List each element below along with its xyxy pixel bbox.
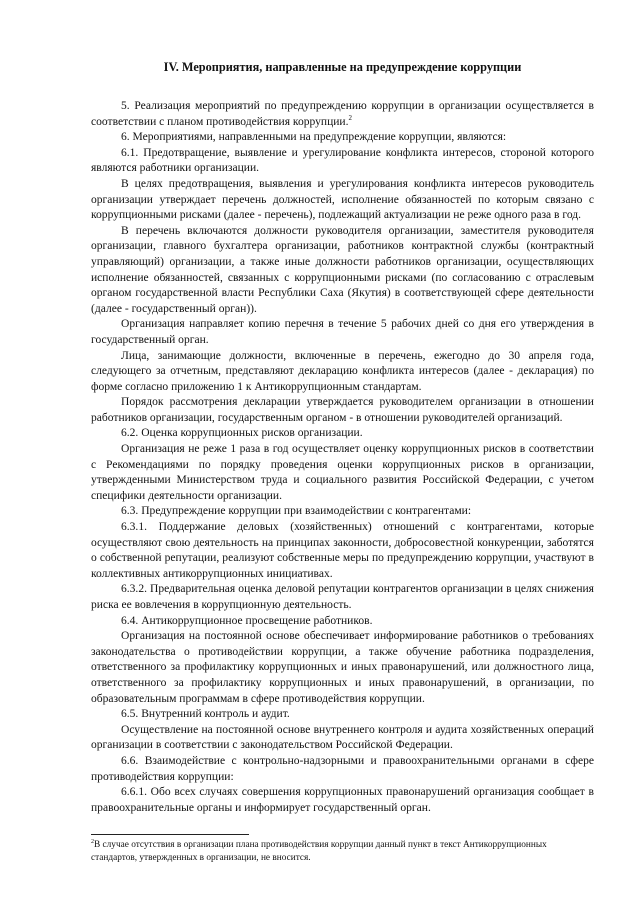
paragraph <box>91 442 594 504</box>
paragraph <box>91 582 594 613</box>
paragraph-text: Организация на постоянной основе обеспечивает информирование работников о требованиях законодательства о противодействии коррупции, а также обучение работника подразделения, ответственного за профилактику коррупционных и иных правонарушений, или должностного лица, ответственного за профилактику коррупционных и иных правонарушений, в организации, по образовательным программам в сфере противодействия коррупции. <box>91 630 594 705</box>
paragraph-text: 6.5. Внутренний контроль и аудит. <box>121 708 290 721</box>
paragraph-text: 6.3. Предупреждение коррупции при взаимодействии с контрагентами: <box>121 505 472 518</box>
section-title: IV. Мероприятия, направленные на предупреждение коррупции <box>163 60 522 74</box>
paragraph <box>91 317 594 348</box>
paragraph <box>91 224 594 318</box>
paragraph-text: В целях предотвращения, выявления и урегулирования конфликта интересов руководитель организации утверждает перечень должностей, исполнение обязанностей по которым связано с коррупционными рисками (далее - перечень), подлежащий актуализации не реже одного раза в год. <box>91 177 594 222</box>
paragraph-text: 6.1. Предотвращение, выявление и урегулирование конфликта интересов, стороной которого являются работники организации. <box>91 146 594 175</box>
paragraph-text: 6.3.1. Поддержание деловых (хозяйственных) отношений с контрагентами, которые осуществляют свою деятельность на принципах законности, добросовестной конкуренции, заботятся о собственной репутации, реализуют собственные меры по предупреждению коррупции, участвуют в коллективных антикоррупционных инициативах. <box>91 521 594 580</box>
footnote <box>91 839 551 864</box>
footnote-mark: 2 <box>91 838 94 845</box>
paragraph-text: 6.6.1. Обо всех случаях совершения коррупционных правонарушений организация сообщает в правоохранительные органы и информирует государственный орган. <box>91 786 594 814</box>
paragraph-text: 6.6. Взаимодействие с контрольно-надзорными и правоохранительными органами в сфере противодействия коррупции: <box>91 754 594 783</box>
paragraph-text: Лица, занимающие должности, включенные в перечень, ежегодно до 30 апреля года, следующего за отчетным, представляют декларацию конфликта интересов (далее - декларация) по форме согласно приложению 1 к Антикоррупционным стандартам. <box>91 349 594 393</box>
paragraph-text: В перечень включаются должности руководителя организации, заместителя руководителя организации, главного бухгалтера организации, работников контрактной службы (контрактный управляющий) организации, а также иные должности работников организации, осуществляющих исполнение обязанностей, связанных с коррупционными рисками (по согласованию с отраслевым органом государственной власти Республики Саха (Якутия) в соответствующей сфере деятельности (далее - государственный орган)). <box>91 224 594 315</box>
paragraph <box>91 629 594 707</box>
paragraph <box>91 614 594 630</box>
paragraph-text: 6.4. Антикоррупционное просвещение работников. <box>121 614 373 627</box>
paragraph-text: Осуществление на постоянной основе внутреннего контроля и аудита хозяйственных операций организации в соответствии с законодательством Российской Федерации. <box>91 723 594 752</box>
paragraph <box>91 99 594 130</box>
paragraph <box>91 395 594 426</box>
footnote-reference: 2 <box>348 113 352 122</box>
paragraph-text: Порядок рассмотрения декларации утверждается руководителем организации в отношении работников организации, государственным органом - в отношении руководителей организаций. <box>91 396 594 424</box>
paragraph <box>91 785 594 816</box>
paragraph <box>91 130 594 146</box>
paragraph <box>91 146 594 177</box>
paragraph-text: 5. Реализация мероприятий по предупреждению коррупции в организации осуществляется в соответствии с планом противодействия коррупции. <box>91 100 594 128</box>
paragraph-text: Организация не реже 1 раза в год осуществляет оценку коррупционных рисков в соответствии с Рекомендациями по порядку проведения оценки коррупционных рисков в организации, утвержденными Министерством труда и социального развития Российской Федерации, с учетом специфики деятельности организации. <box>91 443 594 502</box>
document-body <box>91 99 594 816</box>
paragraph-text: 6.2. Оценка коррупционных рисков организации. <box>121 427 363 440</box>
footnote-divider <box>91 834 249 835</box>
paragraph-text: 6.3.2. Предварительная оценка деловой репутации контрагентов организации в целях снижения риска ее вовлечения в коррупционную деятельность. <box>91 583 594 611</box>
paragraph <box>91 754 594 785</box>
paragraph <box>91 349 594 396</box>
paragraph-text: 6. Мероприятиями, направленными на предупреждение коррупции, являются: <box>121 131 507 144</box>
paragraph <box>91 520 594 582</box>
paragraph <box>91 707 594 723</box>
paragraph-text: Организация направляет копию перечня в течение 5 рабочих дней со дня его утверждения в государственный орган. <box>91 318 594 346</box>
paragraph <box>91 426 594 442</box>
paragraph <box>91 177 594 224</box>
paragraph <box>91 723 594 754</box>
footnote-text: В случае отсутствия в организации плана противодействия коррупции данный пункт в текст Антикоррупционных стандартов, утвержденных в организации, не вносится. <box>91 840 547 863</box>
paragraph <box>91 504 594 520</box>
